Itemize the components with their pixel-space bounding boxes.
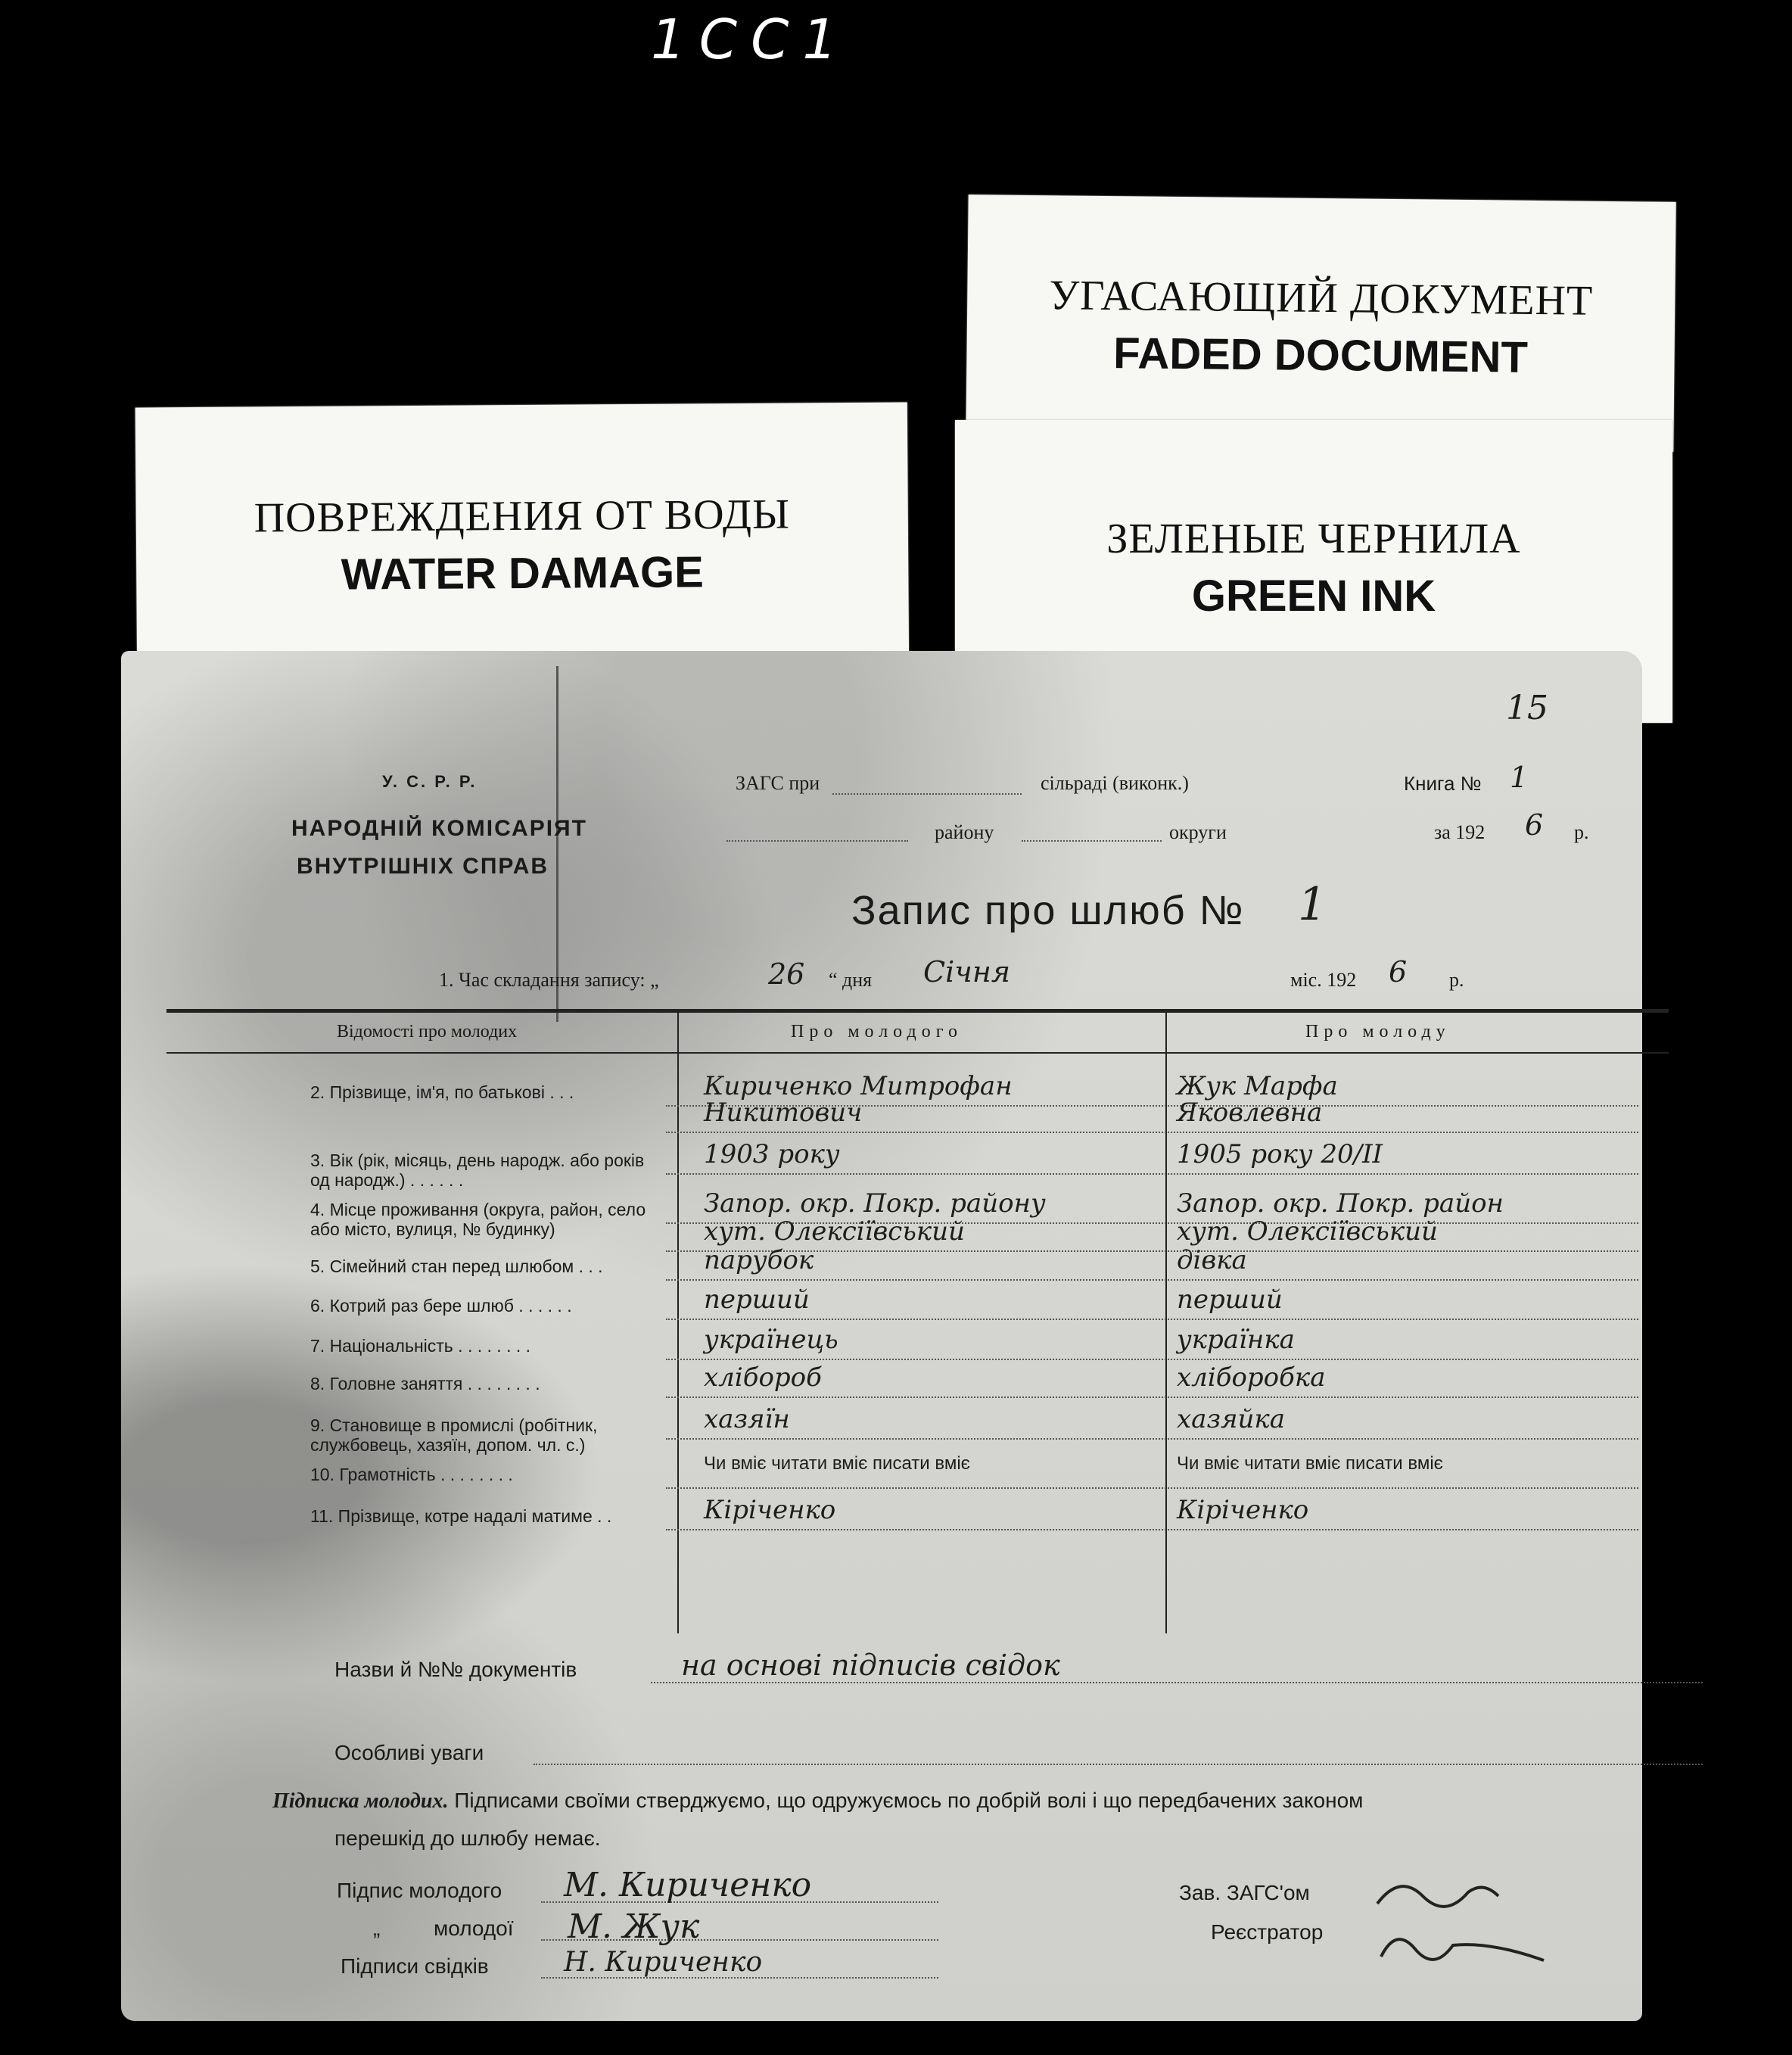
record-number: 1 [1298,878,1327,931]
zags-field [832,793,1022,795]
time-mis: міс. 192 [1290,969,1357,991]
time-month: Січня [923,955,1011,989]
row-rule [666,1529,1638,1530]
table-top-rule [166,1009,1669,1013]
bride-signature-prefix: „ [373,1916,381,1940]
col-head-info: Відомості про молодих [337,1022,518,1042]
raion-label: району [935,821,994,843]
row-rule [666,1359,1638,1360]
faded-document-label [966,195,1675,452]
year-value: 6 [1525,808,1544,842]
registrar-label: Реєстратор [1211,1920,1324,1944]
row-rule [666,1173,1638,1175]
water-label-ru: ПОВРЕЖДЕНИЯ ОТ ВОДЫ [254,490,791,542]
groom-signature: М. Кириченко [564,1866,812,1904]
record-title: Запис про шлюб № [851,888,1245,933]
bride-value: Чи вміє читати вміє писати вміє [1177,1453,1443,1474]
row-rule [666,1319,1638,1320]
documents-field [651,1682,1703,1683]
oath-body: Підписами своїми стверджуємо, що одружуємось по добрій волі і що передбачених законом [454,1789,1364,1812]
groom-value: 1903 року [704,1139,840,1169]
row-label: 5. Сімейний стан перед шлюбом . . . [310,1256,603,1276]
silradi-label: сільраді (виконк.) [1041,772,1189,794]
bride-value: хазяйка [1177,1404,1285,1434]
zags-head-label: Зав. ЗАГС'ом [1179,1881,1310,1904]
bride-value: 1905 року 20/II [1177,1139,1383,1169]
groom-value: Запор. окр. Покр. району [704,1188,1046,1219]
time-label: 1. Час складання запису: „ [439,969,659,991]
row-label: 8. Головне заняття . . . . . . . . [310,1374,540,1393]
documents-label: Назви й №№ документів [334,1658,577,1681]
groom-value: перший [704,1284,810,1315]
registrar-signature-scribble [1370,1851,1566,1994]
bride-value: дівка [1177,1245,1247,1275]
bride-signature: М. Жук [568,1907,700,1946]
time-year: 6 [1389,955,1408,989]
groom-value: хазяїн [704,1404,790,1434]
row-label: 11. Прізвище, котре надалі матиме . . [310,1506,612,1526]
row-rule [666,1279,1638,1281]
water-label-en: WATER DAMAGE [341,547,705,599]
row-label: 6. Котрий раз бере шлюб . . . . . . [310,1296,572,1316]
groom-signature-label: Підпис молодого [337,1879,502,1902]
time-r: р. [1449,969,1464,991]
remarks-label: Особливі уваги [334,1741,484,1764]
groom-value: парубок [704,1245,814,1275]
groom-value: хут. Олексіївський [704,1216,965,1247]
groom-value: Чи вміє читати вміє писати вміє [704,1453,970,1474]
groom-value: українець [704,1325,838,1355]
witness-signature-label: Підписи свідків [341,1954,489,1978]
year-label: за 192 [1434,821,1486,843]
bride-value: Жук Марфа [1177,1071,1338,1101]
zags-label: ЗАГС при [736,772,820,794]
year-suffix: р. [1574,821,1589,843]
table-head-rule [166,1052,1669,1054]
witness-signature: Н. Кириченко [564,1947,763,1978]
marriage-record-form [121,651,1642,2021]
frame-number: 1CC1 [651,8,851,71]
groom-value: Кириченко Митрофан [704,1071,1013,1101]
faded-label-en: FADED DOCUMENT [1112,328,1529,382]
col-head-bride: Про молоду [1305,1022,1451,1042]
col-head-groom: Про молодого [791,1022,963,1042]
row-rule [666,1132,1638,1133]
oath-lead: Підписка молодих. [272,1789,449,1813]
groom-value: хлібороб [704,1362,822,1393]
remarks-field [534,1764,1703,1765]
documents-value: на основі підписів свідок [681,1649,1060,1682]
okruha-label: округи [1169,821,1227,843]
water-damage-label [135,402,909,680]
row-label: 7. Національність . . . . . . . . [310,1336,531,1356]
bride-value: перший [1177,1284,1283,1315]
groom-value: Кіріченко [704,1495,836,1525]
book-label: Книга № [1404,772,1482,795]
bride-value: українка [1177,1325,1295,1355]
page-number: 15 [1506,689,1548,727]
okruha-field [1022,840,1162,842]
oath-text [272,1789,1363,1814]
commissariat-line-2: ВНУТРІШНІХ СПРАВ [297,854,549,879]
row-label: 9. Становище в промислі (робітник, службовець, хазяїн, допом. чл. с.) [310,1415,598,1455]
row-label: 2. Прізвище, ім'я, по батькові . . . [310,1082,574,1102]
bride-value: Яковлевна [1177,1098,1323,1128]
bride-value: Запор. окр. Покр. район [1177,1188,1504,1219]
bride-value: Кіріченко [1177,1495,1309,1525]
row-label: 3. Вік (рік, місяць, день народж. або років од народж.) . . . . . . [310,1150,645,1190]
time-dnia: “ дня [829,969,873,991]
row-label: 10. Грамотність . . . . . . . . [310,1465,513,1484]
row-rule [666,1438,1638,1440]
green-label-en: GREEN INK [1191,571,1436,621]
bride-value: хліборобка [1177,1362,1326,1393]
row-rule [666,1396,1638,1398]
bride-value: хут. Олексіївський [1177,1216,1438,1247]
oath-text-2: перешкід до шлюбу немає. [334,1826,601,1850]
green-label-ru: ЗЕЛЕНЫЕ ЧЕРНИЛА [1106,515,1521,562]
groom-value: Никитович [704,1098,863,1128]
row-label: 4. Місце проживання (округа, район, село або місто, вулиця, № будинку) [310,1200,646,1239]
row-rule [666,1487,1638,1489]
book-number: 1 [1510,761,1529,794]
ussr-header: У. С. Р. Р. [382,772,478,791]
faded-label-ru: УГАСАЮЩИЙ ДОКУМЕНТ [1049,272,1594,325]
commissariat-line-1: НАРОДНІЙ КОМІСАРІЯТ [291,816,587,841]
bride-signature-label: молодої [434,1916,514,1940]
time-day: 26 [768,957,805,991]
raion-field [726,840,908,842]
